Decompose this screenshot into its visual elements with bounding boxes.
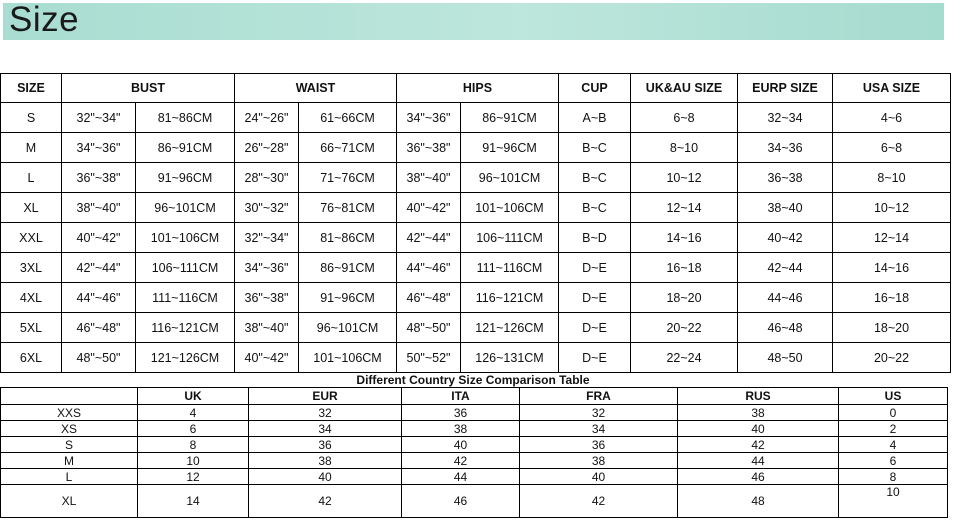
cell-waist-in: 36"~38" <box>235 283 299 313</box>
cell-waist-cm: 101~106CM <box>299 343 397 373</box>
cell-eurp-size: 36~38 <box>738 163 833 193</box>
cell-ukau-size: 20~22 <box>631 313 738 343</box>
cell-size: XS <box>1 421 138 437</box>
cell-cup: D~E <box>559 313 631 343</box>
cell-hips-cm: 91~96CM <box>461 133 559 163</box>
cell-bust-in: 32"~34" <box>62 103 136 133</box>
cell-size: XXL <box>1 223 62 253</box>
cell-ita: 46 <box>402 485 520 518</box>
cell-ukau-size: 14~16 <box>631 223 738 253</box>
cell-hips-cm: 106~111CM <box>461 223 559 253</box>
cell-eurp-size: 48~50 <box>738 343 833 373</box>
header-size: SIZE <box>1 74 62 103</box>
cell-usa-size: 4~6 <box>833 103 951 133</box>
cell-usa-size: 6~8 <box>833 133 951 163</box>
cell-us: 8 <box>839 469 948 485</box>
header-ukau-size: UK&AU SIZE <box>631 74 738 103</box>
cell-size: M <box>1 453 138 469</box>
cell-hips-cm: 116~121CM <box>461 283 559 313</box>
size-chart-table <box>0 73 951 373</box>
cell-size: 6XL <box>1 343 62 373</box>
cell-fra: 40 <box>520 469 678 485</box>
cell-eur: 42 <box>249 485 402 518</box>
cell-ita: 38 <box>402 421 520 437</box>
cell-bust-cm: 106~111CM <box>136 253 235 283</box>
cell-hips-in: 36"~38" <box>397 133 461 163</box>
comparison-header-uk: UK <box>138 388 249 405</box>
cell-bust-cm: 86~91CM <box>136 133 235 163</box>
cell-waist-cm: 86~91CM <box>299 253 397 283</box>
cell-cup: D~E <box>559 253 631 283</box>
cell-usa-size: 12~14 <box>833 223 951 253</box>
country-comparison-table <box>0 387 948 518</box>
cell-uk: 8 <box>138 437 249 453</box>
cell-uk: 10 <box>138 453 249 469</box>
cell-eurp-size: 40~42 <box>738 223 833 253</box>
cell-waist-in: 28"~30" <box>235 163 299 193</box>
size-table-body <box>1 103 951 373</box>
cell-rus: 46 <box>678 469 839 485</box>
cell-usa-size: 16~18 <box>833 283 951 313</box>
cell-hips-cm: 111~116CM <box>461 253 559 283</box>
cell-ita: 42 <box>402 453 520 469</box>
cell-hips-in: 46"~48" <box>397 283 461 313</box>
table-row <box>1 313 951 343</box>
header-usa-size: USA SIZE <box>833 74 951 103</box>
cell-bust-cm: 121~126CM <box>136 343 235 373</box>
cell-rus: 38 <box>678 405 839 421</box>
cell-usa-size: 14~16 <box>833 253 951 283</box>
cell-waist-in: 32"~34" <box>235 223 299 253</box>
comparison-header-row <box>1 388 948 405</box>
cell-bust-cm: 101~106CM <box>136 223 235 253</box>
cell-ita: 40 <box>402 437 520 453</box>
cell-waist-in: 34"~36" <box>235 253 299 283</box>
header-eurp-size: EURP SIZE <box>738 74 833 103</box>
comparison-table-body <box>1 405 948 518</box>
cell-rus: 48 <box>678 485 839 518</box>
header-waist: WAIST <box>235 74 397 103</box>
cell-size: 4XL <box>1 283 62 313</box>
table-row <box>1 283 951 313</box>
cell-rus: 40 <box>678 421 839 437</box>
cell-usa-size: 8~10 <box>833 163 951 193</box>
cell-hips-cm: 121~126CM <box>461 313 559 343</box>
header-bust: BUST <box>62 74 235 103</box>
comparison-header-fra: FRA <box>520 388 678 405</box>
cell-hips-cm: 86~91CM <box>461 103 559 133</box>
cell-cup: D~E <box>559 343 631 373</box>
cell-bust-cm: 91~96CM <box>136 163 235 193</box>
cell-eurp-size: 44~46 <box>738 283 833 313</box>
cell-eur: 32 <box>249 405 402 421</box>
table-row <box>1 437 948 453</box>
cell-us: 6 <box>839 453 948 469</box>
cell-size: XL <box>1 193 62 223</box>
cell-us: 10 <box>839 485 948 518</box>
cell-size: L <box>1 469 138 485</box>
cell-size: M <box>1 133 62 163</box>
cell-waist-cm: 61~66CM <box>299 103 397 133</box>
cell-us: 2 <box>839 421 948 437</box>
cell-eur: 38 <box>249 453 402 469</box>
cell-bust-in: 40"~42" <box>62 223 136 253</box>
table-row <box>1 405 948 421</box>
cell-cup: A~B <box>559 103 631 133</box>
cell-usa-size: 18~20 <box>833 313 951 343</box>
table-row <box>1 103 951 133</box>
cell-size: S <box>1 103 62 133</box>
cell-eurp-size: 46~48 <box>738 313 833 343</box>
cell-ukau-size: 18~20 <box>631 283 738 313</box>
cell-eurp-size: 32~34 <box>738 103 833 133</box>
comparison-header-us: US <box>839 388 948 405</box>
cell-fra: 32 <box>520 405 678 421</box>
cell-size: S <box>1 437 138 453</box>
comparison-header-ita: ITA <box>402 388 520 405</box>
comparison-header-rus: RUS <box>678 388 839 405</box>
cell-waist-cm: 81~86CM <box>299 223 397 253</box>
cell-size: XL <box>1 485 138 518</box>
cell-ukau-size: 8~10 <box>631 133 738 163</box>
page-title: Size <box>9 0 80 39</box>
cell-size: XXS <box>1 405 138 421</box>
cell-cup: B~C <box>559 133 631 163</box>
cell-bust-cm: 111~116CM <box>136 283 235 313</box>
table-row <box>1 343 951 373</box>
header-cup: CUP <box>559 74 631 103</box>
cell-waist-in: 24"~26" <box>235 103 299 133</box>
cell-eur: 36 <box>249 437 402 453</box>
cell-cup: D~E <box>559 283 631 313</box>
table-row <box>1 469 948 485</box>
cell-hips-in: 38"~40" <box>397 163 461 193</box>
cell-waist-in: 26"~28" <box>235 133 299 163</box>
cell-us: 0 <box>839 405 948 421</box>
cell-rus: 42 <box>678 437 839 453</box>
comparison-header-blank <box>1 388 138 405</box>
cell-waist-cm: 66~71CM <box>299 133 397 163</box>
cell-ukau-size: 10~12 <box>631 163 738 193</box>
table-row <box>1 133 951 163</box>
cell-waist-cm: 71~76CM <box>299 163 397 193</box>
cell-hips-in: 40"~42" <box>397 193 461 223</box>
cell-bust-in: 46"~48" <box>62 313 136 343</box>
table-row <box>1 453 948 469</box>
cell-hips-in: 48"~50" <box>397 313 461 343</box>
cell-bust-in: 34"~36" <box>62 133 136 163</box>
comparison-header-eur: EUR <box>249 388 402 405</box>
size-banner <box>3 0 944 40</box>
cell-bust-in: 42"~44" <box>62 253 136 283</box>
table-row <box>1 421 948 437</box>
cell-hips-in: 42"~44" <box>397 223 461 253</box>
cell-cup: B~C <box>559 193 631 223</box>
cell-bust-in: 36"~38" <box>62 163 136 193</box>
cell-ukau-size: 16~18 <box>631 253 738 283</box>
cell-waist-in: 30"~32" <box>235 193 299 223</box>
cell-bust-cm: 96~101CM <box>136 193 235 223</box>
cell-hips-cm: 126~131CM <box>461 343 559 373</box>
cell-bust-in: 48"~50" <box>62 343 136 373</box>
cell-bust-cm: 116~121CM <box>136 313 235 343</box>
cell-bust-in: 38"~40" <box>62 193 136 223</box>
cell-fra: 36 <box>520 437 678 453</box>
cell-eur: 40 <box>249 469 402 485</box>
cell-size: 5XL <box>1 313 62 343</box>
cell-hips-in: 34"~36" <box>397 103 461 133</box>
cell-size: 3XL <box>1 253 62 283</box>
table-row <box>1 485 948 518</box>
cell-waist-in: 40"~42" <box>235 343 299 373</box>
cell-bust-cm: 81~86CM <box>136 103 235 133</box>
cell-eurp-size: 38~40 <box>738 193 833 223</box>
cell-ita: 44 <box>402 469 520 485</box>
table-row <box>1 223 951 253</box>
cell-ukau-size: 12~14 <box>631 193 738 223</box>
cell-usa-size: 10~12 <box>833 193 951 223</box>
comparison-title: Different Country Size Comparison Table <box>356 373 590 387</box>
cell-hips-in: 50"~52" <box>397 343 461 373</box>
cell-rus: 44 <box>678 453 839 469</box>
header-hips: HIPS <box>397 74 559 103</box>
cell-uk: 12 <box>138 469 249 485</box>
cell-cup: B~C <box>559 163 631 193</box>
cell-us: 4 <box>839 437 948 453</box>
cell-eurp-size: 42~44 <box>738 253 833 283</box>
cell-fra: 38 <box>520 453 678 469</box>
cell-cup: B~D <box>559 223 631 253</box>
cell-hips-in: 44"~46" <box>397 253 461 283</box>
cell-eur: 34 <box>249 421 402 437</box>
cell-ukau-size: 6~8 <box>631 103 738 133</box>
table-row <box>1 253 951 283</box>
cell-ita: 36 <box>402 405 520 421</box>
size-table-header-row <box>1 74 951 103</box>
cell-waist-cm: 96~101CM <box>299 313 397 343</box>
table-row <box>1 193 951 223</box>
cell-fra: 42 <box>520 485 678 518</box>
cell-uk: 14 <box>138 485 249 518</box>
cell-ukau-size: 22~24 <box>631 343 738 373</box>
cell-usa-size: 20~22 <box>833 343 951 373</box>
cell-bust-in: 44"~46" <box>62 283 136 313</box>
cell-hips-cm: 96~101CM <box>461 163 559 193</box>
table-row <box>1 163 951 193</box>
cell-waist-cm: 76~81CM <box>299 193 397 223</box>
cell-fra: 34 <box>520 421 678 437</box>
cell-hips-cm: 101~106CM <box>461 193 559 223</box>
cell-uk: 4 <box>138 405 249 421</box>
cell-waist-cm: 91~96CM <box>299 283 397 313</box>
cell-uk: 6 <box>138 421 249 437</box>
cell-size: L <box>1 163 62 193</box>
cell-eurp-size: 34~36 <box>738 133 833 163</box>
cell-waist-in: 38"~40" <box>235 313 299 343</box>
